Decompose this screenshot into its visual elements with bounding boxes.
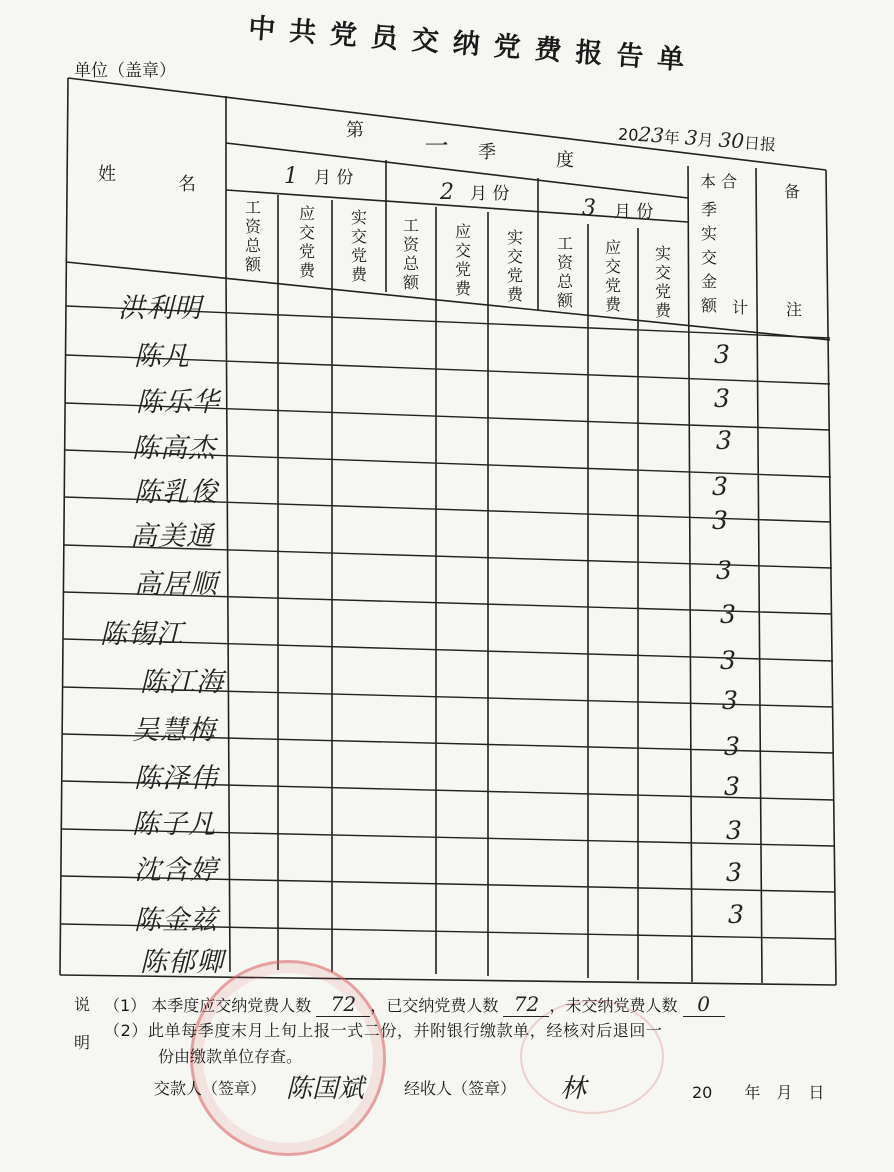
date-day: 30 [717,127,745,154]
m3-wage-total: 工资总额 [556,234,573,310]
member-amount: 3 [724,772,740,801]
date-month-suffix: 月 [696,130,715,151]
m1-fee-due: 应交党费 [298,204,315,280]
member-name: 陈高杰 [132,433,216,464]
date-month: 3 [684,125,699,151]
month-1-number: 1 [284,164,298,189]
payer-signature: 陈国斌 [286,1074,365,1104]
remark-header-top: 备 [784,182,801,201]
date-year-suffix: 年 [663,127,681,148]
receiver-signature: 林 [560,1074,587,1104]
member-name: 陈子凡 [132,809,216,840]
m2-fee-paid: 实交党费 [506,228,523,304]
member-name: 吴慧梅 [132,715,216,746]
notes-line-3: 份由缴款单位存查。 [158,1047,303,1066]
quarter-label-di: 第 [346,120,364,141]
member-amount: 3 [712,506,728,535]
member-amount: 3 [716,426,732,455]
m3-fee-paid: 实交党费 [654,244,671,320]
notes-line-2: （2）此单每季度末月上旬上报一式二份，并附银行缴款单，经核对后退回一 [104,1021,663,1040]
quarter-label-du: 度 [556,150,574,171]
member-amount: 3 [716,556,732,585]
total-header-top: 本 合 [700,172,738,191]
notes-label-1: 说 [74,995,91,1014]
m1-wage-total: 工资总额 [244,198,261,274]
member-name: 高美通 [130,521,214,552]
paid-count: 72 [503,992,549,1017]
unpaid-count: 0 [683,992,725,1017]
member-name: 陈江海 [140,667,224,698]
member-amount: 3 [712,472,728,501]
name-header-given: 名 [178,174,196,195]
member-amount: 3 [720,646,736,675]
month-1-label: 月 份 [314,168,354,188]
remark-header-bottom: 注 [786,300,803,319]
date-day-suffix: 日报 [743,133,777,155]
member-name: 陈泽伟 [134,763,218,794]
date-prefix: 20 [617,124,640,145]
member-amount: 3 [720,600,736,629]
quarter-label-ji: 季 [478,142,496,163]
member-amount: 3 [726,858,742,887]
month-3-number: 3 [582,196,596,221]
member-name: 高居顺 [134,569,218,600]
name-header-surname: 姓 [98,164,116,185]
quarter-number: 一 [422,132,446,160]
total-header-vertical: 季实交金额 [700,200,717,315]
receiver-label: 经收人（签章） [404,1079,517,1098]
member-name: 陈凡 [134,341,190,372]
payer-label: 交款人（签章） [154,1079,267,1098]
notes-line1-c: ，未交纳党费人数 [549,996,678,1015]
m2-wage-total: 工资总额 [402,216,419,292]
notes-line-1 [104,992,725,1017]
member-name: 沈含婷 [134,855,218,886]
member-name: 陈乐华 [136,387,220,418]
member-amount: 3 [724,732,740,761]
month-2-number: 2 [440,180,454,205]
notes-line1-b: ，已交纳党费人数 [370,996,499,1015]
m3-fee-due: 应交党费 [604,238,621,314]
total-header-bottom: 计 [732,298,749,317]
member-name: 陈郁卿 [140,947,224,978]
form-title: 中共党员交纳党费报告单 [247,12,700,77]
member-name: 陈金兹 [134,905,218,936]
notes-label-2: 明 [74,1033,91,1052]
month-2-label: 月 份 [470,184,510,204]
member-amount: 3 [726,816,742,845]
date-year: 23 [637,121,665,148]
member-name: 洪利明 [118,293,202,324]
member-amount: 3 [714,384,730,413]
member-amount: 3 [728,900,744,929]
notes-line1-a: （1） 本季度应交纳党费人数 [104,996,312,1015]
notes-date-line: 20 年 月 日 [692,1083,825,1102]
member-name: 陈乳俊 [134,477,218,508]
member-amount: 3 [722,686,738,715]
m2-fee-due: 应交党费 [454,222,471,298]
due-count: 72 [316,992,370,1017]
unit-label: 单位（盖章） [74,61,176,81]
m1-fee-paid: 实交党费 [350,208,367,284]
month-3-label: 月 份 [614,202,654,222]
member-amount: 3 [714,340,730,369]
member-name: 陈锡江 [100,619,184,650]
